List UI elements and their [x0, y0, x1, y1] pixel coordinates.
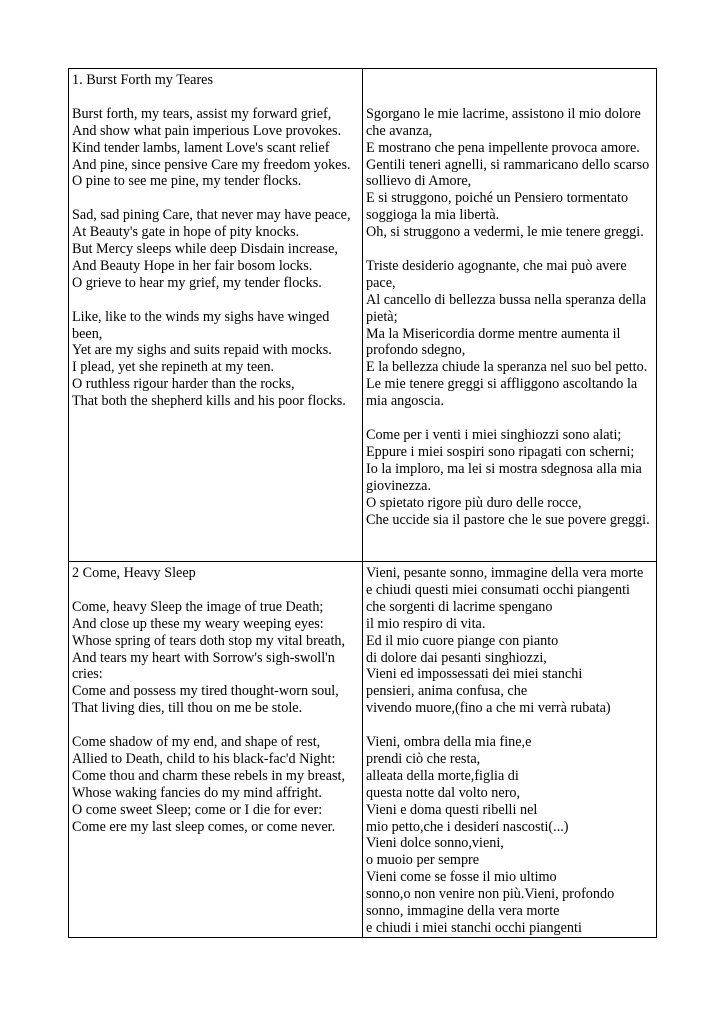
- english-line: Kind tender lambs, lament Love's scant relief: [72, 139, 330, 156]
- english-line: O pine to see me pine, my tender flocks.: [72, 173, 302, 190]
- english-line: O ruthless rigour harder than the rocks,: [72, 376, 295, 393]
- italian-line: di dolore dai pesanti singhiozzi,: [366, 649, 547, 666]
- english-line: Come thou and charm these rebels in my breast,: [72, 767, 346, 784]
- english-line: Yet are my sighs and suits repaid with mocks.: [72, 342, 332, 359]
- italian-line: [366, 241, 653, 258]
- english-line: But Mercy sleeps while deep Disdain increase,: [72, 241, 338, 258]
- english-line: Come shadow of my end, and shape of rest,: [72, 734, 321, 751]
- italian-line: Come per i venti i miei singhiozzi sono alati;: [366, 426, 622, 443]
- english-line: And pine, since pensive Care my freedom yokes.: [72, 156, 351, 173]
- english-line: Whose spring of tears doth stop my vital breath,: [72, 632, 346, 649]
- italian-line: Vieni ed impossessati dei miei stanchi: [366, 666, 583, 683]
- english-line: 2 Come, Heavy Sleep: [72, 565, 196, 581]
- italian-line: Io la imploro, ma lei si mostra sdegnosa alla mia giovinezza.: [366, 460, 646, 494]
- english-line: Burst forth, my tears, assist my forward grief,: [72, 105, 332, 122]
- italian-line: Vieni, ombra della mia fine,e: [366, 734, 532, 751]
- italian-line: mio petto,che i desideri nascosti(...): [366, 818, 569, 835]
- english-line: O grieve to hear my grief, my tender flocks.: [72, 274, 322, 291]
- italian-line: E la bellezza chiude la speranza nel suo bel petto.: [366, 359, 648, 376]
- english-line: At Beauty's gate in hope of pity knocks.: [72, 224, 300, 241]
- english-cell-poem-2: [69, 562, 363, 938]
- italian-line: [366, 717, 653, 734]
- italian-line: Ma la Misericordia dorme mentre aumenta il profondo sdegno,: [366, 325, 625, 359]
- italian-line: o muoio per sempre: [366, 852, 480, 869]
- italian-line: prendi ciò che resta,: [366, 750, 481, 767]
- italian-line: [366, 410, 653, 427]
- poem-translation-table: [68, 68, 657, 938]
- english-line: [72, 190, 359, 207]
- english-line: Whose waking fancies do my mind affright.: [72, 784, 322, 801]
- italian-line: Gentili teneri agnelli, si rammaricano dello scarso sollievo di Amore,: [366, 156, 653, 190]
- english-line: Come ere my last sleep comes, or come never.: [72, 818, 336, 835]
- english-line: O come sweet Sleep; come or I die for ever:: [72, 801, 323, 818]
- italian-line: Triste desiderio agognante, che mai può avere pace,: [366, 257, 631, 291]
- english-line: [72, 292, 359, 309]
- italian-line: e chiudi i miei stanchi occhi piangenti: [366, 920, 582, 937]
- italian-line: Vieni e doma questi ribelli nel: [366, 801, 538, 818]
- english-line: That both the shepherd kills and his poor flocks.: [72, 393, 346, 410]
- english-line: 1. Burst Forth my Teares: [72, 72, 214, 88]
- italian-line: sonno,o non venire non più.Vieni, profondo sonno, immagine della vera morte: [366, 886, 618, 920]
- italian-line: il mio respiro di vita.: [366, 615, 486, 632]
- english-line: That living dies, till thou on me be stole.: [72, 700, 303, 717]
- english-line: Come and possess my tired thought-worn soul,: [72, 683, 339, 700]
- english-line: [72, 89, 359, 106]
- italian-line: pensieri, anima confusa, che: [366, 683, 528, 700]
- italian-line: alleata della morte,figlia di: [366, 767, 519, 784]
- italian-line: Al cancello di bellezza bussa nella speranza della pietà;: [366, 291, 650, 325]
- italian-line: Vieni, pesante sonno, immagine della vera morte: [366, 565, 644, 581]
- table-row-poem-2: [69, 562, 657, 938]
- english-line: And tears my heart with Sorrow's sigh-swoll'n cries:: [72, 649, 339, 683]
- italian-line: Sgorgano le mie lacrime, assistono il mio dolore che avanza,: [366, 105, 645, 139]
- italian-line: O spietato rigore più duro delle rocce,: [366, 494, 582, 511]
- english-line: And show what pain imperious Love provokes.: [72, 122, 342, 139]
- italian-line: Che uccide sia il pastore che le sue povere greggi.: [366, 511, 650, 528]
- italian-line: Vieni dolce sonno,vieni,: [366, 835, 504, 852]
- english-cell-poem-1: [69, 69, 363, 562]
- english-line: [72, 582, 359, 599]
- italian-line: vivendo muore,(fino a che mi verrà rubata): [366, 700, 611, 717]
- english-line: And Beauty Hope in her fair bosom locks.: [72, 257, 313, 274]
- italian-cell-poem-1: [363, 69, 657, 562]
- english-line: And close up these my weary weeping eyes:: [72, 615, 324, 632]
- english-line: [72, 717, 359, 734]
- italian-line: Le mie tenere greggi si affliggono ascoltando la mia angoscia.: [366, 376, 641, 410]
- italian-line: Ed il mio cuore piange con pianto: [366, 632, 559, 649]
- table-row-poem-1: [69, 69, 657, 562]
- english-line: Like, like to the winds my sighs have winged been,: [72, 308, 333, 342]
- italian-line: Vieni come se fosse il mio ultimo: [366, 869, 557, 886]
- italian-line: [366, 89, 653, 106]
- italian-line: e chiudi questi miei consumati occhi piangenti: [366, 581, 630, 598]
- italian-line: Oh, si struggono a vedermi, le mie tenere greggi.: [366, 224, 644, 241]
- english-line: I plead, yet she repineth at my teen.: [72, 359, 275, 376]
- english-line: Allied to Death, child to his black-fac'd Night:: [72, 750, 336, 767]
- italian-cell-poem-2: [363, 562, 657, 938]
- italian-line: questa notte dal volto nero,: [366, 784, 521, 801]
- english-line: Come, heavy Sleep the image of true Death;: [72, 598, 324, 615]
- italian-line: Eppure i miei sospiri sono ripagati con scherni;: [366, 443, 635, 460]
- italian-line: [366, 72, 653, 89]
- italian-line: che sorgenti di lacrime spengano: [366, 598, 553, 615]
- italian-line: E si struggono, poiché un Pensiero tormentato soggioga la mia libertà.: [366, 190, 632, 224]
- english-line: Sad, sad pining Care, that never may have peace,: [72, 207, 351, 224]
- italian-line: E mostrano che pena impellente provoca amore.: [366, 139, 640, 156]
